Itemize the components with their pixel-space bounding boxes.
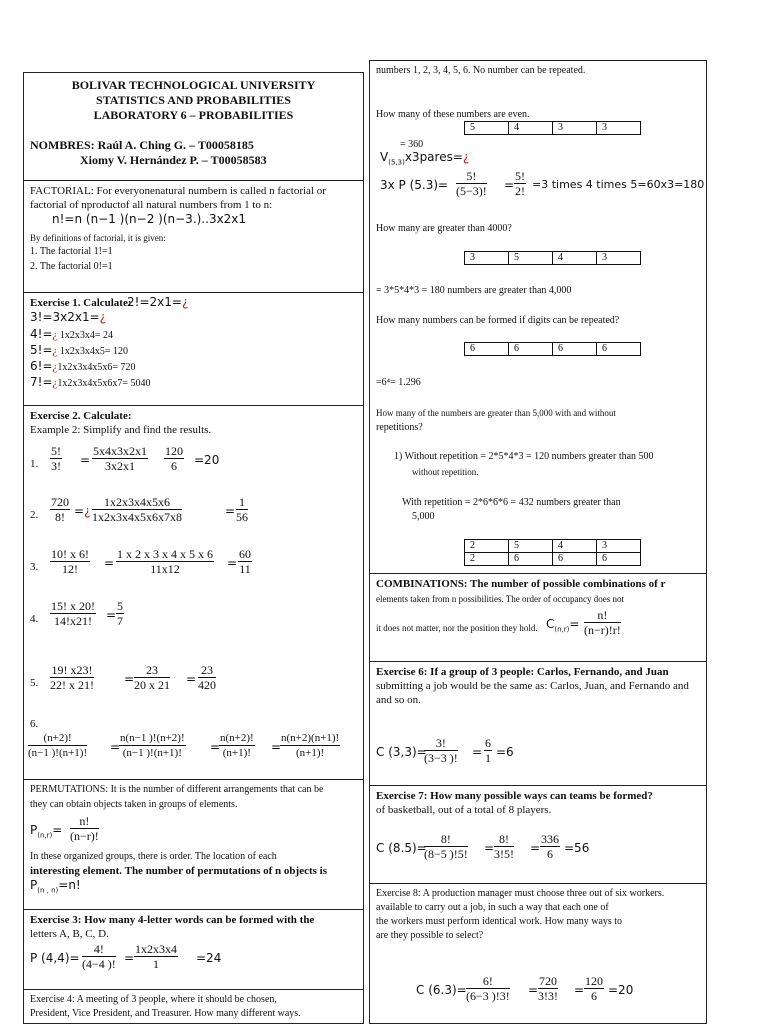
exercise-7-frac-2: $\frac{8!}{3!5!}$ <box>494 832 514 861</box>
permutation-frac-1: $\frac{5!}{(5-3)!}$ <box>456 169 487 198</box>
with-repetition-2: 5,000 <box>412 511 435 522</box>
eq-sign: = <box>210 740 221 754</box>
problem-1-number: 1. <box>30 458 39 470</box>
table-even <box>464 121 641 135</box>
exercise-3-result: =24 <box>196 951 222 965</box>
exercise-7-title: Exercise 7: How many possible ways can teams be formed? <box>376 790 653 802</box>
table-cell: 3 <box>553 122 597 135</box>
exercise-7-result: =56 <box>564 841 590 855</box>
exercise-6-box <box>370 661 706 785</box>
permutations-line-4: interesting element. The number of permutations of n objects is <box>30 865 327 877</box>
table-cell: 4 <box>553 252 597 265</box>
eq-sign: = <box>530 841 541 855</box>
problem-6-frac-b: $\frac{n(n-1 )!(n+2)!}{(n-1 )!(n+1)!}$ <box>120 732 185 759</box>
question-repeat: How many numbers can be formed if digits can be repeated? <box>376 315 620 326</box>
problem-2-frac-c: $\frac{1}{56}$ <box>236 495 248 524</box>
table-cell: 3 <box>465 252 509 265</box>
result-4000: = 3*5*4*3 = 180 numbers are greater than 4,000 <box>376 285 572 296</box>
exercise-1-title: Exercise 1. Calculate: <box>30 297 132 309</box>
header-box <box>24 73 363 180</box>
exercise-2-title: Exercise 2. Calculate: <box>30 410 132 422</box>
exercise-6-lhs: C (3,3)= <box>376 745 427 759</box>
exercise-6-result: =6 <box>496 745 514 759</box>
exercise-4-line-2: President, Vice President, and Treasurer. How many different ways. <box>30 1008 301 1019</box>
table-cell: 5 <box>509 252 553 265</box>
exercise-1-line-1: 3!=3x2x1=¿ <box>30 310 107 324</box>
problem-2-frac-b: $\frac{1x2x3x4x5x6}{1x2x3x4x5x6x7x8}$ <box>92 495 182 524</box>
factorial-box <box>24 180 363 292</box>
table-cell: 2 <box>465 540 509 553</box>
problem-5-frac-b: $\frac{23}{20 x 21}$ <box>134 663 170 692</box>
eq-sign: = <box>124 951 135 965</box>
eq-sign: = <box>504 178 515 192</box>
table-cell: 4 <box>509 122 553 135</box>
question-5000-a: How many of the numbers are greater than 5,000 with and without <box>376 408 616 418</box>
exercise-6-frac-1: $\frac{3!}{(3-3 )!}$ <box>424 736 458 765</box>
problem-3-frac-b: $\frac{1 x 2 x 3 x 4 x 5 x 6}{11x12}$ <box>117 547 213 576</box>
permutations-box <box>24 779 363 909</box>
factorial-intro-2: factorial of nproductof all natural numbers from 1 to n: <box>30 199 273 211</box>
permutations-formula-lhs: $P_{(n,r)}=$ <box>30 823 63 840</box>
question-4000: How many are greater than 4000? <box>376 223 512 234</box>
problem-6-frac-d: $\frac{n(n+2)(n+1)!}{(n+1)!}$ <box>281 732 340 759</box>
problem-2-number: 2. <box>30 509 39 521</box>
permutation-result: =3 times 4 times 5=60x3=180 <box>532 178 705 191</box>
table-cell: 4 <box>553 540 597 553</box>
exercise-8-frac-1: $\frac{6!}{(6-3 )!3!}$ <box>466 974 510 1003</box>
course-name: STATISTICS AND PROBABILITIES <box>96 93 291 107</box>
problem-5-frac-a: $\frac{19! x23!}{22! x 21!}$ <box>50 663 94 692</box>
problem-1-result: =20 <box>194 453 220 467</box>
exercise-8-lhs: C (6.3)= <box>416 983 467 997</box>
eq-sign: = <box>124 672 135 686</box>
eq-sign: = <box>110 740 121 754</box>
without-repetition: 1) Without repetition = 2*5*4*3 = 120 numbers greater than 500 <box>394 451 654 462</box>
exercise-6-title: Exercise 6: If a group of 3 people: Carlos, Fernando, and Juan <box>376 666 669 678</box>
table-cell: 6 <box>509 553 553 566</box>
eq-sign: = <box>472 745 483 759</box>
problem-2-frac-a: $\frac{720}{8!}$ <box>51 495 69 524</box>
problem-5-number: 5. <box>30 677 39 689</box>
problem-6-number: 6. <box>30 718 39 730</box>
problem-3-frac-a: $\frac{10! x 6!}{12!}$ <box>51 547 89 576</box>
problem-1-frac-c: $\frac{120}{6}$ <box>165 444 183 473</box>
exercise-8-frac-3: $\frac{120}{6}$ <box>585 974 603 1003</box>
digits-top-line: numbers 1, 2, 3, 4, 5, 6. No number can be repeated. <box>376 65 586 76</box>
table-cell: 5 <box>509 540 553 553</box>
problem-6-frac-c: $\frac{n(n+2)!}{(n+1)!}$ <box>220 732 254 759</box>
exercise-1-line-3: 5!=¿ 1x2x3x4x5= 120 <box>30 343 129 357</box>
digits-box <box>370 61 706 573</box>
eq-sign: = <box>186 672 197 686</box>
permutations-line-1: PERMUTATIONS: It is the number of different arrangements that can be <box>30 784 324 795</box>
exercise-4-box <box>24 989 363 1025</box>
combinations-formula-lhs: $C_{(n,r)}=$ <box>546 617 580 634</box>
exercise-7-lhs: C (8.5)= <box>376 841 427 855</box>
exercise-8-line-3: the workers must perform identical work. How many ways to <box>376 916 623 927</box>
combinations-box <box>370 573 706 661</box>
eq-sign: = <box>574 983 585 997</box>
exercise-1-line-5: 7!=¿1x2x3x4x5x6x7= 5040 <box>30 375 151 389</box>
exercise-7-frac-3: $\frac{336}{6}$ <box>541 832 559 861</box>
permutation-lhs: 3x P (5.3)= <box>380 178 449 192</box>
eq-sign: = <box>227 556 238 570</box>
exercise-6-line-3: and so on. <box>376 694 421 706</box>
author-2: Xiomy V. Hernández P. – T00058583 <box>80 153 267 167</box>
table-5000 <box>464 539 641 566</box>
exercise-2-box <box>24 405 363 779</box>
problem-3-number: 3. <box>30 561 39 573</box>
factorial-formula: n!=n (n−1 )(n−2 )(n−3.)..3x2x1 <box>52 212 247 226</box>
problem-4-frac-c: $\frac{5}{7}$ <box>117 599 123 628</box>
permutations-line-5: $P_{(n , n)}=n$! <box>30 878 81 895</box>
table-cell: 6 <box>553 553 597 566</box>
table-cell: 5 <box>465 122 509 135</box>
eq-sign: = <box>484 841 495 855</box>
combinations-line-2: elements taken from n possibilities. The order of occupancy does not <box>376 594 625 604</box>
exercise-1-inline: 2!=2x1=¿ <box>127 295 189 309</box>
exercise-8-line-1: Exercise 8: A production manager must choose three out of six workers. <box>376 888 665 899</box>
exercise-8-line-4: are they possible to select? <box>376 930 484 941</box>
permutation-frac-2: $\frac{5!}{2!}$ <box>515 169 525 198</box>
exercise-3-lhs: P (4,4)= <box>30 951 80 965</box>
exercise-8-result: =20 <box>608 983 634 997</box>
result-360: = 360 <box>400 139 424 150</box>
university-name: BOLIVAR TECHNOLOGICAL UNIVERSITY <box>71 78 316 92</box>
exercise-8-line-2: available to carry out a job, in such a way that each one of <box>376 902 609 913</box>
factorial-item-1: 1. The factorial 1!=1 <box>30 246 113 257</box>
table-cell: 6 <box>597 553 641 566</box>
problem-1-frac-b: $\frac{5x4x3x2x1}{3x2x1}$ <box>93 444 147 473</box>
problem-4-frac-a: $\frac{15! x 20!}{14!x21!}$ <box>51 599 95 628</box>
problem-5-frac-c: $\frac{23}{420}$ <box>198 663 216 692</box>
problem-3-frac-c: $\frac{60}{11}$ <box>239 547 251 576</box>
exercise-8-box <box>370 883 706 1025</box>
factorial-item-2: 2. The factorial 0!=1 <box>30 261 113 272</box>
table-cell: 6 <box>465 343 509 356</box>
factorial-def: By definitions of factorial, it is given: <box>30 233 166 243</box>
exercise-6-line-2: submitting a job would be the same as: Carlos, Juan, and Fernando and <box>376 680 689 692</box>
eq-sign: = <box>225 504 236 518</box>
combinations-formula-frac: $\frac{n!}{(n-r)!r!}$ <box>584 608 621 637</box>
table-cell: 6 <box>597 343 641 356</box>
problem-4-number: 4. <box>30 613 39 625</box>
table-repeat <box>464 342 641 356</box>
factorial-intro-1: FACTORIAL: For everyonenatural numbern is called n factorial or <box>30 185 326 197</box>
question-even: How many of these numbers are even. <box>376 109 530 120</box>
exercise-8-frac-2: $\frac{720}{3!3!}$ <box>538 974 558 1003</box>
eq-sign: = <box>528 983 539 997</box>
author-1: NOMBRES: Raúl A. Ching G. – T00058185 <box>30 138 254 152</box>
table-4000 <box>464 251 641 265</box>
table-cell: 3 <box>597 122 641 135</box>
table-cell: 3 <box>597 252 641 265</box>
problem-1-frac-a: $\frac{5!}{3!}$ <box>51 444 61 473</box>
eq-sign: = <box>80 453 91 467</box>
question-5000-b: repetitions? <box>376 422 423 433</box>
problem-2-eq: =¿ <box>74 504 91 518</box>
permutations-formula-frac: $\frac{n!}{(n-r)!}$ <box>70 814 99 843</box>
table-cell: 2 <box>465 553 509 566</box>
exercise-7-frac-1: $\frac{8!}{(8-5 )!5!}$ <box>424 832 468 861</box>
exercise-7-box <box>370 785 706 883</box>
table-cell: 3 <box>597 540 641 553</box>
exercise-3-line-2: letters A, B, C, D. <box>30 928 109 940</box>
exercise-1-line-2: 4!=¿ 1x2x3x4= 24 <box>30 327 114 341</box>
result-repeat: =6⁴= 1.296 <box>376 377 421 388</box>
right-column <box>369 60 707 1024</box>
eq-sign: = <box>106 608 117 622</box>
combinations-line-1: COMBINATIONS: The number of possible combinations of r <box>376 578 666 590</box>
lab-title: LABORATORY 6 – PROBABILITIES <box>93 108 294 122</box>
exercise-3-frac-2: $\frac{1x2x3x4}{1}$ <box>135 942 177 971</box>
variation-line: $V_{(5,3)}x3pares=¿$ <box>380 150 470 167</box>
combinations-line-3: it does not matter, nor the position they hold. <box>376 623 538 633</box>
permutations-line-3: In these organized groups, there is order. The location of each <box>30 851 277 862</box>
table-cell: 6 <box>553 343 597 356</box>
left-column <box>23 72 364 1024</box>
exercise-3-box <box>24 909 363 989</box>
eq-sign: = <box>271 740 282 754</box>
exercise-2-subtitle: Example 2: Simplify and find the results. <box>30 424 212 436</box>
problem-6-frac-a: $\frac{(n+2)!}{(n-1 )!(n+1)!}$ <box>28 732 88 759</box>
exercise-3-frac-1: $\frac{4!}{(4-4 )!}$ <box>82 942 116 971</box>
exercise-1-line-4: 6!=¿1x2x3x4x5x6= 720 <box>30 359 136 373</box>
exercise-3-title: Exercise 3: How many 4-letter words can be formed with the <box>30 914 315 926</box>
exercise-1-box <box>24 292 363 405</box>
exercise-4-line-1: Exercise 4: A meeting of 3 people, where it should be chosen, <box>30 994 277 1005</box>
exercise-6-frac-2: $\frac{6}{1}$ <box>485 736 491 765</box>
exercise-7-line-2: of basketball, out of a total of 8 players. <box>376 804 552 816</box>
table-cell: 6 <box>509 343 553 356</box>
without-repetition-2: without repetition. <box>412 467 479 477</box>
permutations-line-2: they can obtain objects taken in groups of elements. <box>30 799 238 810</box>
with-repetition: With repetition = 2*6*6*6 = 432 numbers greater than <box>402 497 621 508</box>
eq-sign: = <box>104 556 115 570</box>
